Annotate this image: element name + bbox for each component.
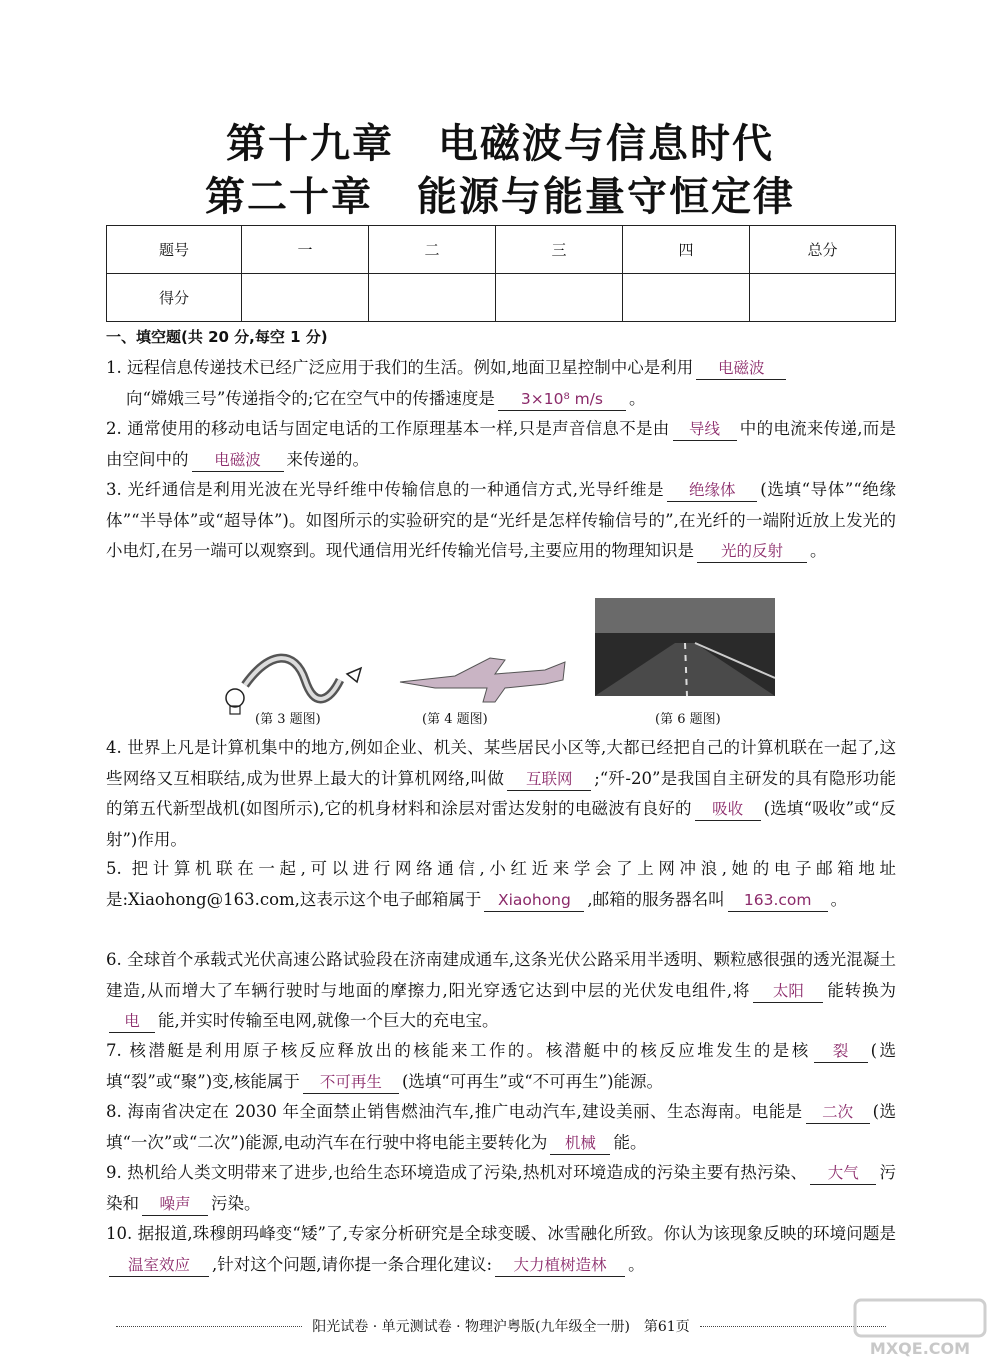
question-text: 8. 海南省决定在 2030 年全面禁止销售燃油汽车,推广电动汽车,建设美丽、生态海南。电能是 [106, 1102, 803, 1121]
answer-blank: 导线 [673, 418, 737, 441]
table-cell: 四 [623, 226, 750, 274]
answer-blank: 电磁波 [696, 357, 786, 380]
question-text: 能,并实时传输至电网,就像一个巨大的充电宝。 [158, 1011, 499, 1030]
score-table-score-row [107, 274, 896, 322]
question-text: 4. 世界上凡是计算机集中的地方,例如企业、机关、某些居民小区等,大都已经把自己的计算机联在一起了,这些网络又互相联结,成为世界上最大的计算机网络,叫做 [106, 738, 896, 788]
question-text: 。 [810, 541, 827, 560]
answer-blank: 大气 [810, 1162, 876, 1185]
answer-blank: 电磁波 [192, 449, 284, 472]
figure-caption: (第 3 题图) [255, 712, 321, 727]
question-text: 。 [830, 889, 848, 909]
answer-blank: 互联网 [507, 768, 591, 791]
question-6 [106, 945, 896, 1037]
table-cell: 二 [369, 226, 496, 274]
question-8 [106, 1097, 896, 1158]
answer-blank: 裂 [814, 1040, 868, 1063]
section-heading: 一、填空题(共 20 分,每空 1 分) [106, 328, 328, 346]
question-text: 10. 据报道,珠穆朗玛峰变“矮”了,专家分析研究是全球变暖、冰雪融化所致。你认为该现象反映的环境问题是 [106, 1224, 896, 1243]
chapter-name: 能源与能量守恒定律 [417, 174, 795, 220]
question-10 [106, 1219, 896, 1280]
question-text: 5. 把计算机联在一起,可以进行网络通信,小红近来学会了上网冲浪,她的电子邮箱地址是:Xiaohong@163.com,这表示这个电子邮箱属于 [106, 859, 896, 909]
chapter-number: 第十九章 [226, 121, 394, 167]
question-text: 9. 热机给人类文明带来了进步,也给生态环境造成了污染,热机对环境造成的污染主要有热污染、 [106, 1163, 808, 1182]
answer-blank: 温室效应 [109, 1254, 209, 1277]
score-cell[interactable] [623, 274, 750, 322]
page-footer [106, 1314, 896, 1338]
score-cell[interactable] [369, 274, 496, 322]
answer-blank: 机械 [550, 1132, 610, 1155]
answer-blank: 二次 [806, 1101, 870, 1124]
question-text: 。 [628, 1254, 645, 1274]
chapter-title-19 [0, 112, 1000, 169]
jet-fighter-figure [395, 640, 570, 710]
score-cell[interactable] [242, 274, 369, 322]
question-text: (选填“吸收”或“反射”)作用。 [106, 799, 896, 849]
question-text: (选填“裂”或“聚”)变,核能属于 [106, 1041, 897, 1091]
question-text: 污染和 [106, 1163, 896, 1213]
answer-blank: 光的反射 [697, 540, 807, 563]
figure-caption: (第 6 题图) [655, 712, 721, 727]
question-text: 中的电流来传递,而是由空间中的 [106, 419, 897, 469]
answer-blank: 163.com [728, 889, 828, 912]
question-4 [106, 733, 896, 855]
score-cell[interactable] [496, 274, 623, 322]
footer-divider [116, 1326, 302, 1327]
question-text: 来传递的。 [286, 449, 369, 469]
question-text: 能。 [613, 1132, 647, 1152]
chapter-title-20 [0, 165, 1000, 222]
answer-blank: Xiaohong [484, 889, 584, 912]
answer-blank: 不可再生 [303, 1071, 399, 1094]
score-table-header-row [107, 226, 896, 274]
answer-blank: 吸收 [695, 798, 761, 821]
answer-blank: 太阳 [753, 980, 823, 1003]
score-table [106, 225, 896, 322]
question-text: ;“歼-20”是我国自主研发的具有隐形功能的第五代新型战机(如图所示),它的机身材料和涂层对雷达发射的电磁波有良好的 [106, 768, 896, 818]
question-text: 7. 核潜艇是利用原子核反应释放出的核能来工作的。核潜艇中的核反应堆发生的是核 [106, 1041, 811, 1060]
watermark-text: MXQE.COM [869, 1339, 971, 1358]
question-text: ,针对这个问题,请你提一条合理化建议: [212, 1254, 493, 1274]
question-1 [106, 353, 896, 414]
question-text: (选填“导体”“绝缘体”“半导体”或“超导体”)。如图所示的实验研究的是“光纤是怎样传输信号的”,在光纤的一端附近放上发光的小电灯,在另一端可以观察到。现代通信用光纤传输光信号,主要应用的物理知识是 [106, 480, 897, 560]
question-text: ,邮箱的服务器名叫 [587, 889, 725, 909]
table-cell: 题号 [107, 226, 242, 274]
question-9 [106, 1158, 896, 1219]
question-text: (选填“可再生”或“不可再生”)能源。 [401, 1071, 664, 1091]
question-text: 污染。 [211, 1193, 261, 1213]
question-text: 6. 全球首个承载式光伏高速公路试验段在济南建成通车,这条光伏公路采用半透明、颗粒感很强的透光混凝土建造,从而增大了车辆行驶时与地面的摩擦力,阳光穿透它达到中层的光伏发电组件,将 [106, 950, 896, 1000]
question-text: 3. 光纤通信是利用光波在光导纤维中传输信息的一种通信方式,光导纤维是 [106, 480, 665, 499]
table-cell: 总分 [750, 226, 896, 274]
question-7 [106, 1036, 896, 1097]
answer-blank: 电 [109, 1010, 155, 1033]
question-2 [106, 414, 896, 475]
figures-row [0, 590, 1000, 730]
question-text: 。 [628, 388, 646, 408]
question-text: 能转换为 [826, 980, 896, 1000]
chapter-number: 第二十章 [205, 174, 373, 220]
answer-blank: 噪声 [142, 1193, 208, 1216]
solar-road-photo [595, 598, 775, 696]
answer-blank: 绝缘体 [667, 479, 757, 502]
figure-caption: (第 4 题图) [422, 712, 488, 727]
watermark-logo [850, 1298, 990, 1358]
chapter-name: 电磁波与信息时代 [438, 121, 774, 167]
question-3 [106, 475, 896, 567]
answer-blank: 3×10⁸ m/s [498, 388, 626, 411]
answer-blank: 大力植树造林 [495, 1254, 625, 1277]
question-text: 1. 远程信息传递技术已经广泛应用于我们的生活。例如,地面卫星控制中心是利用 [106, 358, 694, 377]
table-cell: 得分 [107, 274, 242, 322]
score-cell[interactable] [750, 274, 896, 322]
question-5 [106, 854, 896, 915]
question-text: 2. 通常使用的移动电话与固定电话的工作原理基本一样,只是声音信息不是由 [106, 419, 670, 438]
question-text: 向“嫦娥三号”传递指令的;它在空气中的传播速度是 [126, 388, 495, 408]
question-text: (选填“一次”或“二次”)能源,电动汽车在行驶中将电能主要转化为 [106, 1102, 897, 1152]
table-cell: 三 [496, 226, 623, 274]
footer-text: 阳光试卷 · 单元测试卷 · 物理沪粤版(九年级全一册) 第61页 [312, 1319, 690, 1335]
table-cell: 一 [242, 226, 369, 274]
